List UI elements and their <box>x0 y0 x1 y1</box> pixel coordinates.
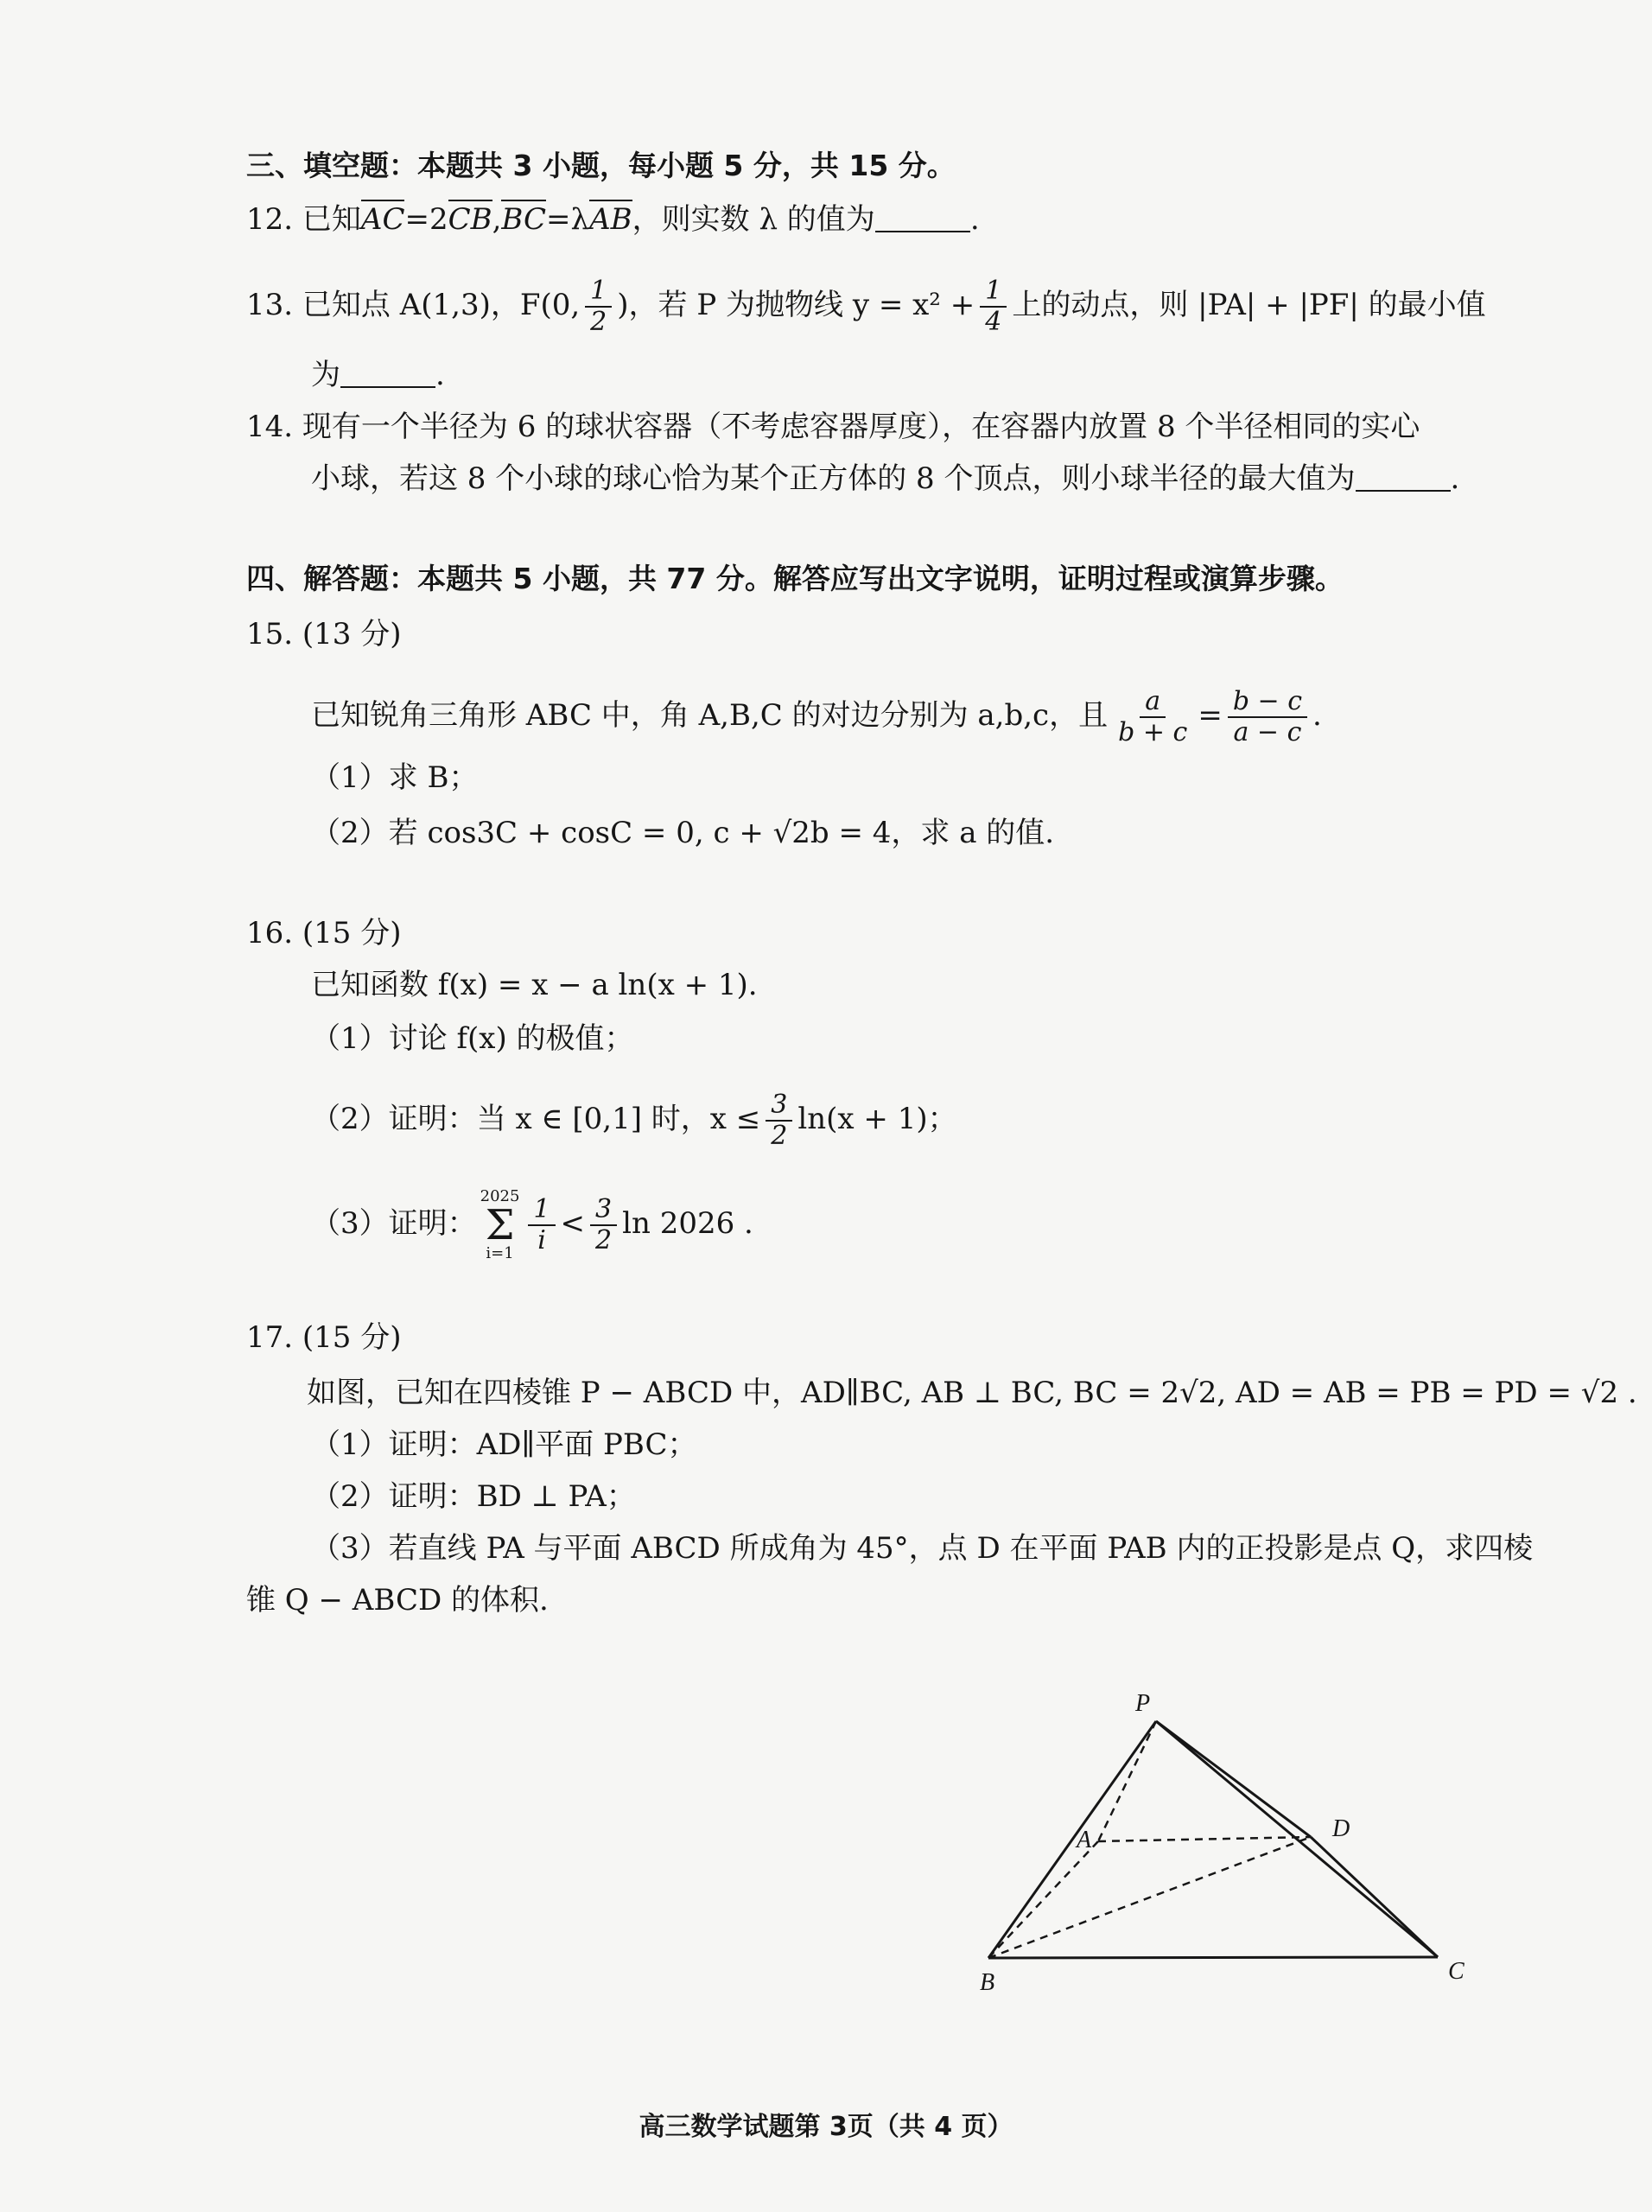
q14-line-1: 现有一个半径为 6 的球状容器（不考虑容器厚度），在容器内放置 8 个半径相同的实心 <box>302 410 1420 444</box>
edge-bd-hidden <box>988 1837 1311 1958</box>
q15-header: 15. (13 分) <box>246 617 402 652</box>
pyramid-figure <box>950 1676 1503 2005</box>
q12-text-2: =2 <box>404 202 448 237</box>
q13-answer-blank[interactable] <box>340 360 435 388</box>
q15-stem-text: 已知锐角三角形 ABC 中，角 A,B,C 的对边分别为 a,b,c，且 <box>311 698 1109 733</box>
q16-p2-num: 3 <box>766 1090 792 1122</box>
q16-header: 16. (15 分) <box>246 916 402 950</box>
q13-fraction-half <box>585 276 612 337</box>
q15-frac2-num: b − c <box>1228 687 1307 718</box>
q16-part3-fraction-2 <box>590 1195 617 1255</box>
q15-stem-end: . <box>1312 698 1322 733</box>
q13-fraction-quarter <box>980 276 1007 337</box>
q13-text-1: 已知点 A(1,3)，F(0, <box>302 288 581 322</box>
question-14-cont <box>311 460 1459 498</box>
edge-pa-hidden <box>1098 1721 1156 1841</box>
q12-answer-blank[interactable] <box>875 205 970 232</box>
q16-p3-den2: 2 <box>595 1225 613 1255</box>
q12-vector-ac: AC <box>361 200 405 237</box>
q16-part2-fraction <box>766 1090 792 1151</box>
q13-number: 13. <box>246 288 294 322</box>
page-footer: 高三数学试题第 3页（共 4 页） <box>639 2112 1013 2142</box>
q16-sum-upper: 2025 <box>480 1187 520 1205</box>
q16-p3-num1: 1 <box>528 1195 555 1226</box>
q13-text-2: )，若 P 为抛物线 y = x² + <box>617 288 975 322</box>
section4-heading: 四、解答题：本题共 5 小题，共 77 分。解答应写出文字说明，证明过程或演算步骤。 <box>246 562 1344 595</box>
q12-number: 12. <box>246 202 294 237</box>
question-13 <box>246 276 1486 337</box>
q14-end: . <box>1450 461 1460 496</box>
q12-vector-bc: BC <box>501 200 546 237</box>
q16-p3-den1: i <box>537 1225 546 1255</box>
q15-frac2-den: a − c <box>1233 717 1302 747</box>
q14-number: 14. <box>246 410 294 444</box>
q12-text-3: , <box>492 202 502 237</box>
q15-fraction-right <box>1228 687 1307 747</box>
q13-text-4: 为 <box>311 358 340 392</box>
vertex-label-c: C <box>1448 1958 1465 1985</box>
edge-bc <box>988 1957 1438 1958</box>
vertex-label-p: P <box>1135 1690 1151 1717</box>
q13-frac2-den: 4 <box>985 307 1002 337</box>
q16-part3-text-b: ln 2026 . <box>622 1206 753 1241</box>
edge-pd <box>1156 1721 1311 1837</box>
q17-part1: （1）证明：AD∥平面 PBC； <box>311 1427 697 1462</box>
q16-p3-num2: 3 <box>590 1195 617 1226</box>
q16-summation <box>480 1189 520 1262</box>
vertex-label-d: D <box>1332 1815 1350 1842</box>
q14-line-2: 小球，若这 8 个小球的球心恰为某个正方体的 8 个顶点，则小球半径的最大值为 <box>311 461 1356 496</box>
q14-answer-blank[interactable] <box>1356 464 1451 492</box>
q15-fraction-left <box>1113 687 1192 747</box>
q13-frac1-num: 1 <box>585 276 612 308</box>
q12-vector-cb: CB <box>448 200 492 237</box>
q17-part3-line2: 锥 Q − ABCD 的体积. <box>246 1583 549 1618</box>
edge-ab-hidden <box>988 1841 1098 1958</box>
q13-end: . <box>435 358 445 392</box>
q16-part2 <box>311 1090 957 1151</box>
q15-stem <box>311 687 1322 747</box>
q16-part1: （1）讨论 f(x) 的极值； <box>311 1021 634 1056</box>
q15-frac1-num: a <box>1140 687 1166 718</box>
section3-heading: 三、填空题：本题共 3 小题，每小题 5 分，共 15 分。 <box>246 149 956 182</box>
q16-part3-text-a: （3）证明： <box>311 1206 477 1241</box>
q12-text-4: =λ <box>546 202 590 237</box>
q16-part2-text-b: ln(x + 1)； <box>797 1102 957 1136</box>
q15-frac1-den: b + c <box>1118 717 1188 747</box>
q16-part3 <box>311 1189 753 1262</box>
q17-part2: （2）证明：BD ⊥ PA； <box>311 1479 636 1514</box>
q12-vector-ab: AB <box>589 200 632 237</box>
edge-dc <box>1311 1837 1438 1957</box>
vertex-label-a: A <box>1077 1827 1092 1853</box>
q16-sum-sign: Σ <box>485 1201 515 1249</box>
question-14 <box>246 408 1420 446</box>
q12-text-5: ，则实数 λ 的值为 <box>632 202 875 237</box>
q17-stem: 如图，已知在四棱锥 P − ABCD 中，AD∥BC, AB ⊥ BC, BC = 2√2, AD = AB = PB = PD = √2 . <box>307 1376 1637 1410</box>
q13-frac2-num: 1 <box>980 276 1007 308</box>
edge-ad-hidden <box>1098 1837 1311 1841</box>
q15-part2: （2）若 cos3C + cosC = 0, c + √2b = 4，求 a 的值. <box>311 816 1055 850</box>
q17-header: 17. (15 分) <box>246 1320 402 1355</box>
question-12 <box>246 200 980 238</box>
q16-part2-text-a: （2）证明：当 x ∈ [0,1] 时，x ≤ <box>311 1102 761 1136</box>
q15-equals: = <box>1198 698 1223 733</box>
q13-frac1-den: 2 <box>590 307 607 337</box>
q16-sum-lower: i=1 <box>486 1244 514 1262</box>
q13-text-3: 上的动点，则 |PA| + |PF| 的最小值 <box>1012 288 1486 322</box>
q16-p2-den: 2 <box>771 1121 788 1151</box>
q12-end: . <box>969 202 980 237</box>
q12-text-1: 已知 <box>302 202 361 237</box>
q15-part1: （1）求 B； <box>311 760 479 795</box>
q17-part3-line1: （3）若直线 PA 与平面 ABCD 所成角为 45°，点 D 在平面 PAB 内的正投影是点 Q，求四棱 <box>311 1531 1534 1566</box>
q16-part3-less-than: < <box>560 1206 586 1241</box>
q16-part3-fraction-1 <box>528 1195 555 1255</box>
q16-stem: 已知函数 f(x) = x − a ln(x + 1). <box>311 968 758 1002</box>
question-13-cont <box>311 356 445 394</box>
vertex-label-b: B <box>980 1969 995 1996</box>
